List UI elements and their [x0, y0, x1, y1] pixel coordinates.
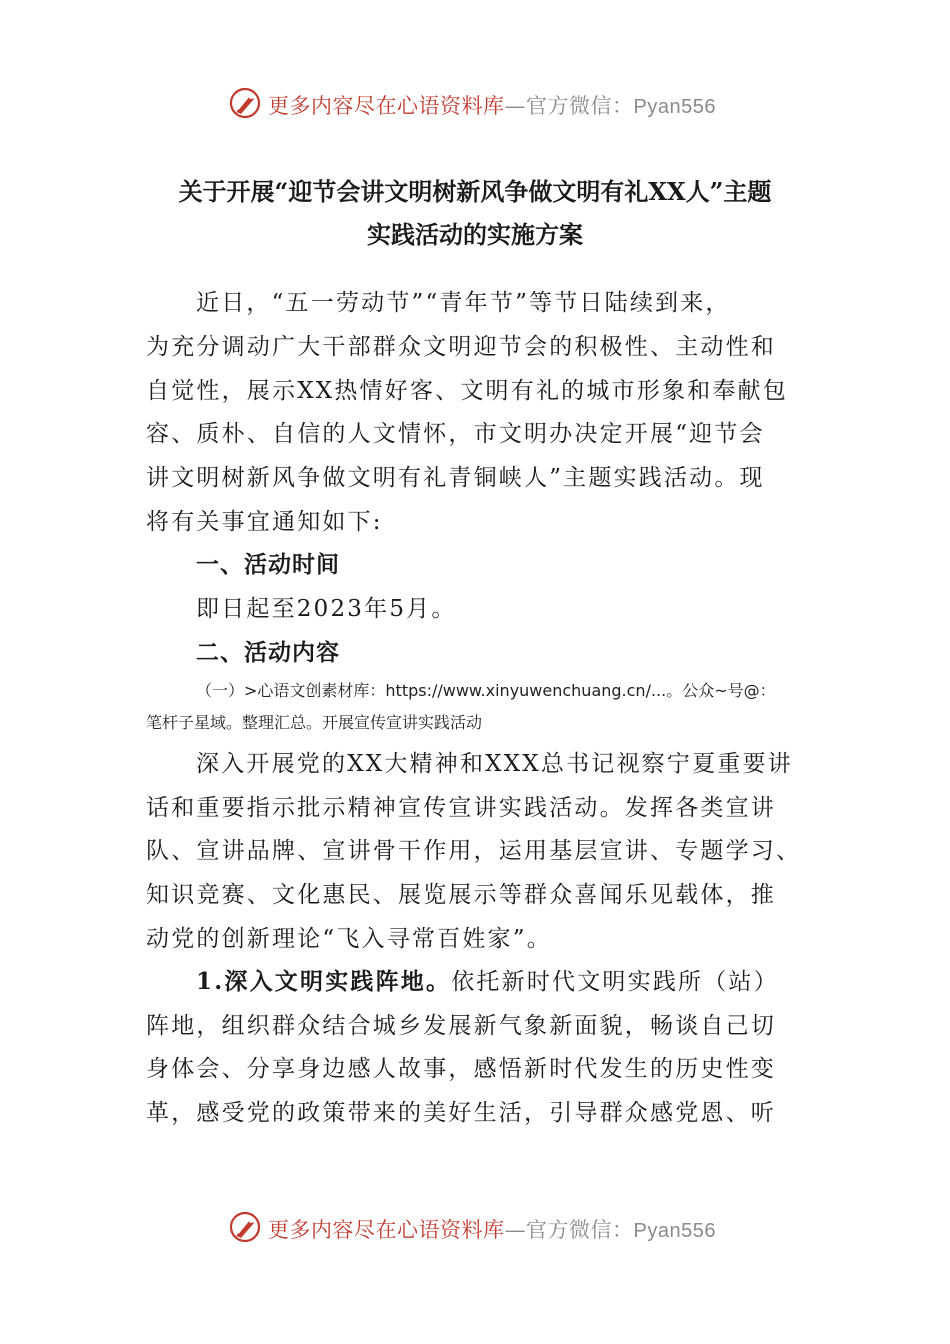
- paragraph-line: 知识竞赛、文化惠民、展览展示等群众喜闻乐见载体，推: [146, 882, 776, 908]
- banner-wechat-id: Pyan556: [633, 96, 716, 118]
- intro-line: 自觉性，展示XX热情好客、文明有礼的城市形象和奉献包: [146, 378, 788, 404]
- section-heading-content: 二、活动内容: [196, 639, 340, 666]
- footer-banner: [0, 1208, 950, 1248]
- item-1-title: 1.深入文明实践阵地。: [196, 968, 452, 995]
- item-1-line: 革，感受党的政策带来的美好生活，引导群众感党恩、听: [146, 1100, 776, 1126]
- banner-dash: —: [504, 1218, 526, 1242]
- subsection-line: 笔杆子星域。整理汇总。开展宣传宣讲实践活动: [146, 713, 483, 732]
- banner-official: 官方微信：: [526, 1218, 634, 1242]
- banner-text: [268, 1214, 716, 1244]
- item-1-line: [196, 963, 779, 996]
- subsection-line: （一）>心语文创素材库：https://www.xinyuwenchuang.cn/...。公众~号@：: [196, 681, 776, 700]
- banner-text: [268, 90, 716, 120]
- intro-line: 为充分调动广大干部群众文明迎节会的积极性、主动性和: [146, 334, 776, 360]
- pen-nib-logo-icon: [228, 86, 262, 120]
- banner-brand: 更多内容尽在心语资料库: [268, 1218, 505, 1242]
- section-heading-time: 一、活动时间: [196, 551, 340, 578]
- document-title-line-2: 实践活动的实施方案: [367, 220, 583, 249]
- item-1-line: 阵地，组织群众结合城乡发展新气象新面貌，畅谈自己切: [146, 1013, 776, 1039]
- banner-dash: —: [504, 94, 526, 118]
- header-banner: [0, 84, 950, 124]
- item-1-line: 身体会、分享身边感人故事，感悟新时代发生的历史性变: [146, 1056, 776, 1082]
- time-text: 即日起至2023年5月。: [196, 596, 457, 622]
- intro-line: 将有关事宜通知如下:: [146, 509, 383, 535]
- paragraph-line: 话和重要指示批示精神宣传宣讲实践活动。发挥各类宣讲: [146, 795, 776, 821]
- intro-line: 讲文明树新风争做文明有礼青铜峡人”主题实践活动。现: [146, 465, 765, 491]
- banner-official: 官方微信：: [526, 94, 634, 118]
- paragraph-line: 深入开展党的XX大精神和XXX总书记视察宁夏重要讲: [196, 751, 793, 777]
- item-1-text: 依托新时代文明实践所（站）: [451, 969, 779, 995]
- document-title-line-1: 关于开展“迎节会讲文明树新风争做文明有礼XX人”主题: [178, 177, 772, 206]
- pen-nib-logo-icon: [228, 1210, 262, 1244]
- banner-wechat-id: Pyan556: [633, 1220, 716, 1242]
- banner-brand: 更多内容尽在心语资料库: [268, 94, 505, 118]
- paragraph-line: 队、宣讲品牌、宣讲骨干作用，运用基层宣讲、专题学习、: [146, 838, 802, 864]
- intro-line: 容、质朴、自信的人文情怀，市文明办决定开展“迎节会: [146, 421, 765, 447]
- paragraph-line: 动党的创新理论“飞入寻常百姓家”。: [146, 926, 552, 952]
- intro-line: 近日，“五一劳动节”“青年节”等节日陆续到来，: [196, 290, 731, 316]
